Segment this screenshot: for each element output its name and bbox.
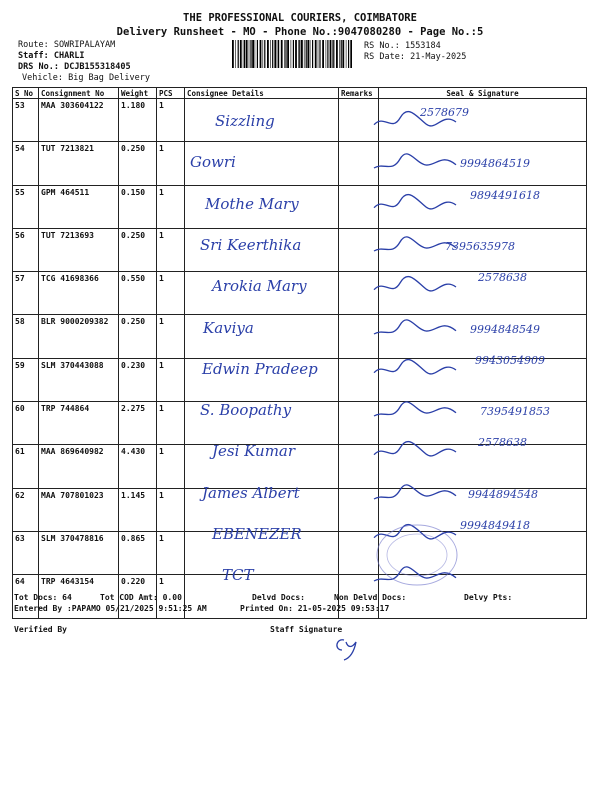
signature-stroke	[374, 442, 456, 456]
cell-sno: 62	[13, 488, 39, 531]
handwritten-consignee-name: Edwin Pradeep	[202, 359, 318, 378]
drs-label: DRS No.:	[18, 62, 59, 72]
cell-pcs: 1	[157, 272, 185, 315]
rs-no-value: 1553184	[404, 41, 441, 51]
footer-delvy-pts: Delvy Pts:	[464, 593, 513, 602]
cell-pcs: 1	[157, 531, 185, 574]
cell-consignment: SLM 370478816	[39, 531, 119, 574]
cell-sno: 61	[13, 445, 39, 488]
vehicle-label: Vehicle:	[22, 73, 63, 83]
company-title: THE PROFESSIONAL COURIERS, COIMBATORE	[183, 12, 417, 24]
cell-sno: 54	[13, 142, 39, 185]
staff-label: Staff:	[18, 51, 49, 61]
signature-scribble-icon	[370, 185, 460, 221]
cell-consignment: TUT 7213821	[39, 142, 119, 185]
handwritten-phone-number: 2578638	[478, 436, 527, 450]
cell-consignment: TUT 7213693	[39, 228, 119, 271]
cell-pcs: 1	[157, 315, 185, 358]
signature-scribble-icon	[370, 391, 460, 427]
signature-stroke	[374, 154, 456, 168]
handwritten-phone-number: 2578638	[478, 271, 527, 285]
col-header-seal: Seal & Signature	[379, 88, 587, 99]
cell-consignment: BLR 9000209382	[39, 315, 119, 358]
handwritten-phone-number: 7395491853	[480, 405, 550, 419]
cell-pcs: 1	[157, 228, 185, 271]
footer-tot-docs: Tot Docs: 64	[14, 593, 72, 602]
signature-stroke	[374, 402, 456, 416]
cell-pcs: 1	[157, 402, 185, 445]
cell-consignment: TRP 744864	[39, 402, 119, 445]
footer-printed-on: Printed On: 21-05-2025 09:53:17	[240, 604, 390, 613]
cell-sno: 57	[13, 272, 39, 315]
handwritten-consignee-name: Gowri	[190, 153, 236, 172]
handwritten-consignee-name: S. Boopathy	[200, 401, 292, 420]
handwritten-consignee-name: Sizzling	[215, 112, 275, 130]
cell-weight: 1.180	[119, 99, 157, 142]
cell-weight: 0.250	[119, 315, 157, 358]
col-header-consignee: Consignee Details	[185, 88, 339, 99]
signature-scribble-icon	[370, 350, 460, 386]
col-header-weight: Weight	[119, 88, 157, 99]
signature-scribble-icon	[370, 474, 460, 510]
signature-scribble-icon	[370, 226, 460, 262]
handwritten-phone-number: 2578679	[420, 106, 469, 119]
signature-stroke	[374, 237, 456, 251]
cell-pcs: 1	[157, 445, 185, 488]
signature-stroke	[374, 319, 456, 333]
handwritten-phone-number: 9944894548	[468, 487, 538, 501]
drs-value: DCJB155318405	[64, 62, 131, 72]
handwritten-consignee-name: Jesi Kumar	[212, 442, 296, 461]
route-value: SOWRIPALAYAM	[53, 40, 116, 50]
cell-pcs: 1	[157, 142, 185, 185]
handwritten-phone-number: 9994864519	[460, 157, 530, 171]
footer-staff-signature: Staff Signature	[270, 625, 343, 634]
cell-weight: 0.550	[119, 272, 157, 315]
cell-consignment: MAA 869640982	[39, 445, 119, 488]
cell-consignment: TRP 4643154	[39, 575, 119, 618]
signature-stroke	[374, 277, 456, 291]
handwritten-phone-number: 7395635978	[445, 239, 515, 253]
signature-stroke	[374, 112, 456, 126]
vehicle-value: Big Bag Delivery	[68, 73, 150, 83]
cell-consignment: SLM 370443088	[39, 358, 119, 401]
handwritten-consignee-name: Sri Keerthika	[200, 235, 302, 254]
cell-weight: 0.250	[119, 228, 157, 271]
staff-signature-icon	[330, 634, 366, 662]
footer-verified-by: Verified By	[14, 625, 67, 634]
cell-sno: 60	[13, 402, 39, 445]
rs-date-label: RS Date:	[364, 52, 405, 62]
runsheet-subtitle: Delivery Runsheet - MO - Phone No.:9047080280 - Page No.:5	[116, 26, 484, 38]
handwritten-phone-number: 9943054909	[475, 353, 545, 367]
col-header-consignment: Consignment No	[39, 88, 119, 99]
rs-date-value: 21-May-2025	[410, 52, 467, 62]
cell-sno: 56	[13, 228, 39, 271]
signature-stroke	[374, 485, 456, 499]
signature-scribble-icon	[370, 102, 460, 138]
cell-pcs: 1	[157, 488, 185, 531]
footer-delvd-docs: Delvd Docs:	[252, 593, 305, 602]
handwritten-consignee-name: James Albert	[202, 483, 300, 502]
cell-weight: 2.275	[119, 402, 157, 445]
cell-weight: 0.150	[119, 185, 157, 228]
handwritten-phone-number: 9994848549	[470, 322, 540, 336]
handwritten-consignee-name: Kaviya	[203, 318, 254, 337]
handwritten-consignee-name: Mothe Mary	[205, 194, 299, 213]
footer-tot-cod: Tot COD Amt: 0.00	[100, 593, 182, 602]
footer-entered-by: Entered By :PAPAMO 05/21/2025 9:51:25 AM	[14, 604, 207, 613]
footer-non-delvd-docs: Non Delvd Docs:	[334, 593, 407, 602]
staff-value: CHARLI	[53, 51, 85, 61]
route-label: Route:	[18, 40, 49, 50]
cell-sno: 53	[13, 99, 39, 142]
cell-sno: 64	[13, 575, 39, 618]
cell-consignment: MAA 707801023	[39, 488, 119, 531]
cell-pcs: 1	[157, 575, 185, 618]
cell-pcs: 1	[157, 185, 185, 228]
cell-sno: 59	[13, 358, 39, 401]
cell-weight: 4.430	[119, 445, 157, 488]
cell-consignment: TCG 41698366	[39, 272, 119, 315]
handwritten-phone-number: 9994849418	[460, 519, 530, 532]
col-header-remarks: Remarks	[339, 88, 379, 99]
cell-sno: 63	[13, 531, 39, 574]
cell-weight: 0.250	[119, 142, 157, 185]
cell-pcs: 1	[157, 99, 185, 142]
cell-sno: 58	[13, 315, 39, 358]
cell-pcs: 1	[157, 358, 185, 401]
courier-stamp-icon	[372, 520, 462, 590]
handwritten-phone-number: 9894491618	[470, 188, 540, 202]
signature-scribble-icon	[370, 267, 460, 303]
col-header-sno: S No	[13, 88, 39, 99]
cell-weight: 0.220	[119, 575, 157, 618]
cell-weight: 0.230	[119, 358, 157, 401]
handwritten-consignee-name: EBENEZER	[212, 525, 302, 543]
cell-consignment: GPM 464511	[39, 185, 119, 228]
signature-stroke	[374, 194, 456, 208]
signature-stroke	[374, 359, 456, 373]
col-header-pcs: PCS	[157, 88, 185, 99]
cell-weight: 1.145	[119, 488, 157, 531]
signature-scribble-icon	[370, 143, 460, 179]
cell-sno: 55	[13, 185, 39, 228]
handwritten-consignee-name: Arokia Mary	[212, 277, 307, 296]
cell-consignment: MAA 303604122	[39, 99, 119, 142]
cell-weight: 0.865	[119, 531, 157, 574]
rs-no-label: RS No.:	[364, 41, 400, 51]
handwritten-consignee-name: TCT	[222, 566, 254, 585]
signature-scribble-icon	[370, 309, 460, 345]
signature-scribble-icon	[370, 432, 460, 468]
